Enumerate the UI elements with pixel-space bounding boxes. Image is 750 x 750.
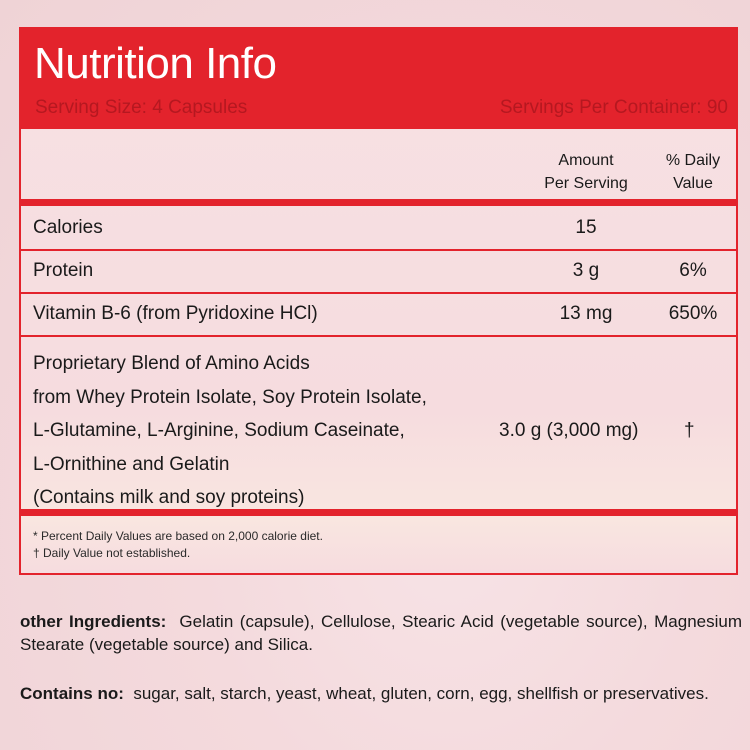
row-daily-value: 650% xyxy=(668,303,718,324)
panel-title: Nutrition Info xyxy=(34,39,277,88)
blend-dagger: † xyxy=(684,420,695,441)
row-label: Calories xyxy=(33,217,103,238)
footnote-divider xyxy=(21,509,736,516)
other-ingredients xyxy=(20,610,742,656)
column-header-amount: Amount Per Serving xyxy=(544,152,628,192)
contains-no xyxy=(20,682,742,705)
other-ingredients-text: Gelatin (capsule), Cellulose, Stearic Acid (vegetable source), Magnesium Stearate (vegetable source) and Silica. xyxy=(20,612,742,654)
proprietary-blend: Proprietary Blend of Amino Acids from Whey Protein Isolate, Soy Protein Isolate, L-Glutamine, L-Arginine, Sodium Caseinate, L-Ornithine and Gelatin (Contains milk and soy proteins) xyxy=(33,353,427,508)
row-label: Protein xyxy=(33,260,94,281)
servings-per-container: Servings Per Container: 90 xyxy=(499,97,728,118)
row-label: Vitamin B-6 (from Pyridoxine HCl) xyxy=(33,303,318,324)
row-amount: 15 xyxy=(575,217,597,238)
contains-no-text: sugar, salt, starch, yeast, wheat, gluten, corn, egg, shellfish or preservatives. xyxy=(133,684,709,703)
contains-no-label: Contains no: xyxy=(20,684,124,703)
footnote-dagger: † Daily Value not established. xyxy=(33,546,191,560)
blend-amount: 3.0 g (3,000 mg) xyxy=(499,420,639,441)
panel-header xyxy=(21,29,736,129)
footnote-daily-values: * Percent Daily Values are based on 2,000 calorie diet. xyxy=(33,529,323,543)
row-divider xyxy=(21,249,736,251)
column-header-daily-value: % Daily Value xyxy=(665,152,721,192)
row-amount: 13 mg xyxy=(559,303,613,324)
other-ingredients-label: other Ingredients: xyxy=(20,612,167,631)
header-divider xyxy=(21,199,736,206)
row-daily-value: 6% xyxy=(679,260,707,281)
serving-size: Serving Size: 4 Capsules xyxy=(35,97,248,118)
row-divider xyxy=(21,335,736,337)
nutrition-panel xyxy=(19,27,738,575)
row-divider xyxy=(21,292,736,294)
row-amount: 3 g xyxy=(572,260,600,281)
